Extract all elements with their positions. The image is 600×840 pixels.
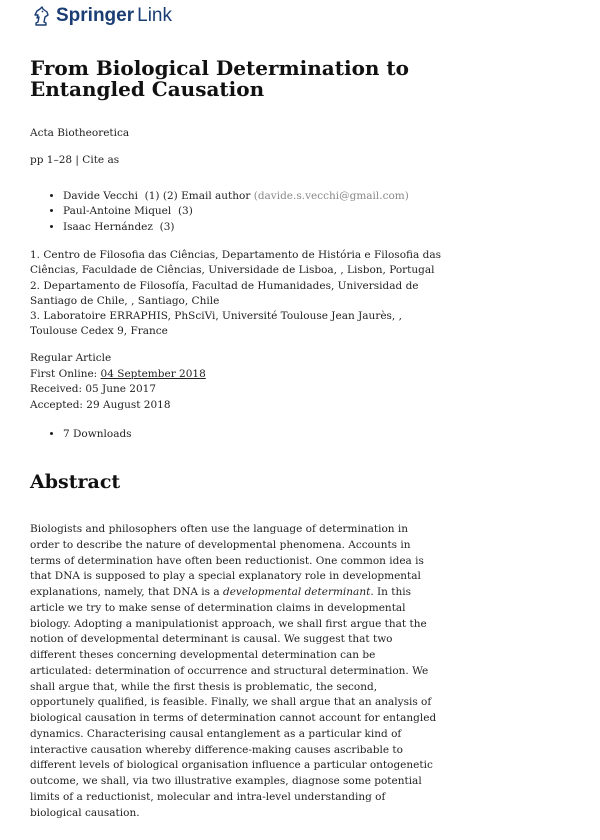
affiliation-item: 2. Departamento de Filosofía, Facultad de Humanidades, Universidad de Santiago de Chile, , Santiago, Chile: [30, 279, 419, 307]
author-list: [30, 189, 409, 235]
author-item: [63, 220, 409, 235]
page-range: pp 1–28: [30, 154, 73, 166]
author-name[interactable]: Isaac Hernández: [63, 220, 153, 233]
brand-link: Link: [137, 5, 172, 26]
author-refs: (3): [159, 220, 175, 233]
author-item: [63, 189, 409, 204]
affiliation-item: 3. Laboratoire ERRAPHIS, PhSciVi, Université Toulouse Jean Jaurès, , Toulouse Cedex 9, France: [30, 310, 402, 338]
author-refs: (1) (2): [144, 190, 178, 202]
author-name[interactable]: Davide Vecchi: [63, 190, 138, 202]
metrics-list: [30, 427, 132, 442]
journal-name[interactable]: Acta Biotheoretica: [30, 127, 130, 139]
article-title: From Biological Determination to Entangled Causation: [30, 56, 409, 101]
cite-as-link[interactable]: Cite as: [82, 154, 120, 166]
affiliations: [30, 248, 450, 340]
affiliation-item: 1. Centro de Filosofia das Ciências, Departamento de História e Filosofia das Ciências, Faculdade de Ciências, Universidade de Lisboa, , Lisbon, Portugal: [30, 249, 441, 277]
horse-chess-knight-icon: [30, 5, 52, 27]
pages-cite-line: [30, 153, 119, 168]
abstract-heading: Abstract: [30, 471, 121, 493]
article-meta: [30, 351, 206, 413]
first-online-label: First Online:: [30, 367, 101, 380]
author-item: [63, 204, 409, 219]
first-online: [30, 367, 206, 383]
author-name[interactable]: Paul-Antoine Miquel: [63, 205, 172, 218]
separator: |: [72, 154, 83, 166]
email-author-link[interactable]: Email author: [181, 190, 251, 202]
springer-link-logo[interactable]: [30, 2, 172, 30]
received-date: Received: 05 June 2017: [30, 383, 157, 395]
downloads-count: • 7 Downloads: [63, 427, 132, 442]
accepted-date: Accepted: 29 August 2018: [30, 398, 171, 411]
abstract-italic: developmental determinant: [223, 586, 371, 598]
abstract-part-1: Biologists and philosophers often use the language of determination in order to describe the nature of developmental phenomena. Accounts in terms of determination have often been reductionist. One common idea is that DNA is supposed to play a special explanatory role in developmental explanations, namely, that DNA is a: [30, 523, 424, 598]
article-type: Regular Article: [30, 352, 112, 364]
abstract-part-2: . In this article we try to make sense of determination claims in developmental biology. Adopting a manipulationist approach, we shall first argue that the notion of developmental determinant is causal. We suggest that two different theses concerning developmental determination can be articulated: determination of occurrence and structural determination. We shall argue that, while the first thesis is problematic, the second, opportunely qualified, is feasible. Finally, we shall argue that an analysis of biological causation in terms of determination cannot account for entangled dynamics. Characterising causal entanglement as a particular kind of interactive causation whereby difference-making causes ascribable to different levels of biological organisation influence a particular ontogenetic outcome, we shall, via two illustrative examples, diagnose some potential limits of a reductionist, molecular and intra-level understanding of biological causation.: [30, 586, 437, 819]
abstract-text: [30, 522, 440, 821]
author-refs: (3): [177, 205, 193, 218]
brand-springer: Springer: [56, 5, 135, 26]
first-online-date[interactable]: 04 September 2018: [100, 367, 206, 380]
author-email[interactable]: (davide.s.vecchi@gmail.com): [253, 190, 409, 202]
brand-wordmark: [56, 5, 172, 27]
